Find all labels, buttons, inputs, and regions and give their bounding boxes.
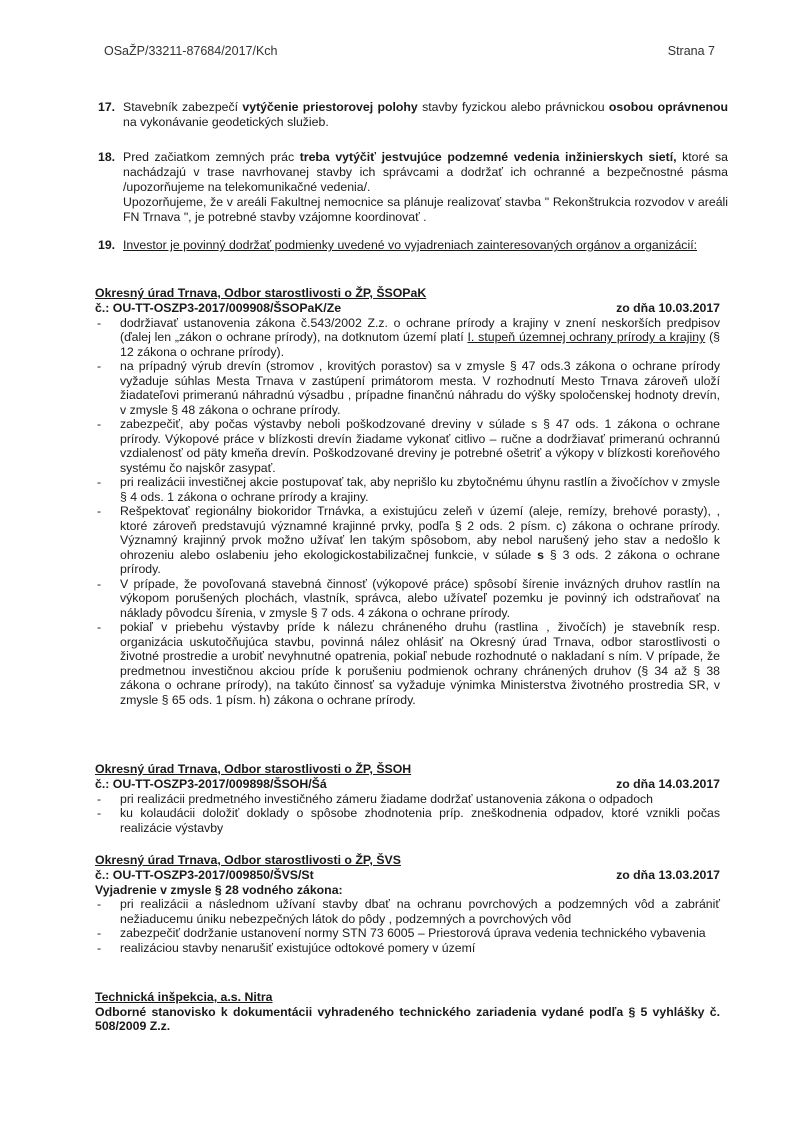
requirements-list [95,316,720,708]
section-title: Technická inšpekcia, a.s. Nitra [95,990,273,1004]
section-reference [95,777,720,792]
page-header [104,44,715,62]
condition-17 [98,100,728,130]
condition-19 [98,238,728,253]
requirements-list [95,897,720,955]
section-title: Okresný úrad Trnava, Odbor starostlivosti o ŽP, ŠSOH [95,762,412,776]
list-item: - Rešpektovať regionálny biokoridor Trnávka, a existujúcu zeleň v území (aleje, remízy, brehové porasty), , ktoré zároveň predstavujú významné krajinné prvky, podľa § 2 ods. 2 písm. c) zákona o ochrane prírody. Významný krajinný prvok možno užívať len takým spôsobom, aby nebol narušený jeho stav a nedošlo k ohrozeniu alebo oslabeniu jeho ekologickostabilizačnej funkcie, v súlade s § 3 ods. 2 zákona o ochrane prírody. [95,504,720,577]
list-item: - zabezpečiť, aby počas výstavby neboli poškodzované dreviny v súlade s § 47 ods. 1 zákona o ochrane prírody. Výkopové práce v blízkosti drevín žiadame vykonať citlivo – ručne a dodržiavať primeranú ochrannú vzdialenosť od päty kmeňa drevín. Poškodzované dreviny je potrebné ošetriť a výkopy v blízkosti koreňového systému čo najskôr zasypať. [95,417,720,475]
condition-number: 17. [98,100,116,114]
document-reference: OSaŽP/33211-87684/2017/Kch [104,44,278,58]
list-item: - V prípade, že povoľovaná stavebná činnosť (výkopové práce) spôsobí šírenie invázných druhov rastlín na výkopom porušených plochách, vlastník, správca, alebo užívateľ pozemku je povinný ich odstraňovať na náklady pôvodcu šírenia, v zmysle § 7 ods. 4 zákona o ochrane prírody. [95,577,720,621]
condition-text: Investor je povinný dodržať podmienky uvedené vo vyjadreniach zainteresovaných orgánov a organizácií: [123,238,698,252]
list-item: - ku kolaudácii doložiť doklady o spôsobe zhodnotenia príp. zneškodnenia odpadov, ktoré vznikli počas realizácie výstavby [95,806,720,835]
section-subheading: Vyjadrenie v zmysle § 28 vodného zákona: [95,882,343,897]
reference-date: zo dňa 14.03.2017 [616,776,720,791]
page-number: Strana 7 [667,44,715,58]
section-title: Okresný úrad Trnava, Odbor starostlivosti o ŽP, ŠSOPaK [95,286,427,300]
section-reference [95,868,720,883]
condition-number: 19. [98,238,116,252]
list-item: - pokiaľ v priebehu výstavby príde k nálezu chráneného druhu (rastlina , živočích) je stavebník resp. organizácia uskutočňujúca stavbu, povinná nález ohlásiť na Okresný úrad Trnava, odbor starostlivosti o životné prostredie a urobiť nevyhnutné opatrenia, pokiaľ nebude rozhodnuté o nakladaní s ním. V prípade, že predmetnou investičnou akciou príde k porušeniu podmienok ochrany chránených druhov (§ 34 až § 38 zákona o ochrane prírody), na takúto činnosť sa vyžaduje výnimka Ministerstva životného prostredia SR, v zmysle § 65 ods. 1 písm. h) zákona o ochrane prírody. [95,620,720,707]
reference-date: zo dňa 10.03.2017 [616,300,720,315]
condition-text: Stavebník zabezpečí vytýčenie priestorovej polohy stavby fyzickou alebo právnickou osobou oprávnenou na vykonávanie geodetických služieb. [123,100,728,129]
reference-date: zo dňa 13.03.2017 [616,867,720,882]
reference-number: č.: OU-TT-OSZP3-2017/009898/ŠSOH/Šá [95,776,327,791]
list-item: - na prípadný výrub drevín (stromov , krovitých porastov) sa v zmysle § 47 ods.3 zákona o ochrane prírody vyžaduje súhlas Mesta Trnava v zastúpení primátorom mesta. V rozhodnutí Mesto Trnava zároveň uloží žiadateľovi primeranú náhradnú výsadbu , prípadne finančnú náhradu do výšky spoločenskej hodnoty drevín, v zmysle § 48 zákona o ochrane prírody. [95,359,720,417]
section-soh [95,762,720,835]
reference-number: č.: OU-TT-OSZP3-2017/009908/ŠSOPaK/Ze [95,300,342,315]
condition-text: Pred začiatkom zemných prác treba vytýčiť jestvujúce podzemné vedenia inžinierskych sietí, ktoré sa nachádzajú v trase navrhovanej stavby ich správcami a dodržať ich ochranné a bezpečnostné pásma /upozorňujeme na telekomunikačné vedenia/. [123,150,728,194]
list-item: - dodržiavať ustanovenia zákona č.543/2002 Z.z. o ochrane prírody a krajiny v znení neskorších predpisov (ďalej len „zákon o ochrane prírody), na dotknutom území platí I. stupeň územnej ochrany prírody a krajiny (§ 12 zákona o ochrane prírody). [95,316,720,360]
list-item: - realizáciou stavby nenarušiť existujúce odtokové pomery v území [95,941,720,956]
reference-number: č.: OU-TT-OSZP3-2017/009850/ŠVS/St [95,867,314,882]
section-svs [95,853,720,955]
list-item: - pri realizácii a následnom užívaní stavby dbať na ochranu povrchových a podzemných vôd a zabrániť nežiaducemu úniku nebezpečných látok do pôdy , podzemných a povrchových vôd [95,897,720,926]
section-title: Okresný úrad Trnava, Odbor starostlivosti o ŽP, ŠVS [95,853,401,867]
section-reference [95,301,720,316]
list-item: - pri realizácii investičnej akcie postupovať tak, aby neprišlo ku zbytočnému úhynu rastlín a živočíchov v zmysle § 4 ods. 1 zákona o ochrane prírody a krajiny. [95,475,720,504]
list-item: - zabezpečiť dodržanie ustanovení normy STN 73 6005 – Priestorová úprava vedenia technického vybavenia [95,926,720,941]
section-technical-inspection [95,990,720,1034]
condition-number: 18. [98,150,116,164]
list-item: - pri realizácii predmetného investičného zámeru žiadame dodržať ustanovenia zákona o odpadoch [95,792,720,807]
condition-note: Upozorňujeme, že v areáli Fakultnej nemocnice sa plánuje realizovať stavba " Rekonštrukcia rozvodov v areáli FN Trnava ", je potrebné stavby vzájomne koordinovať . [123,195,728,224]
section-sopak [95,286,720,707]
condition-18 [98,150,728,225]
section-subheading: Odborné stanovisko k dokumentácii vyhradeného technického zariadenia vydané podľa § 5 vyhlášky č. 508/2009 Z.z. [95,1004,720,1033]
requirements-list [95,792,720,836]
